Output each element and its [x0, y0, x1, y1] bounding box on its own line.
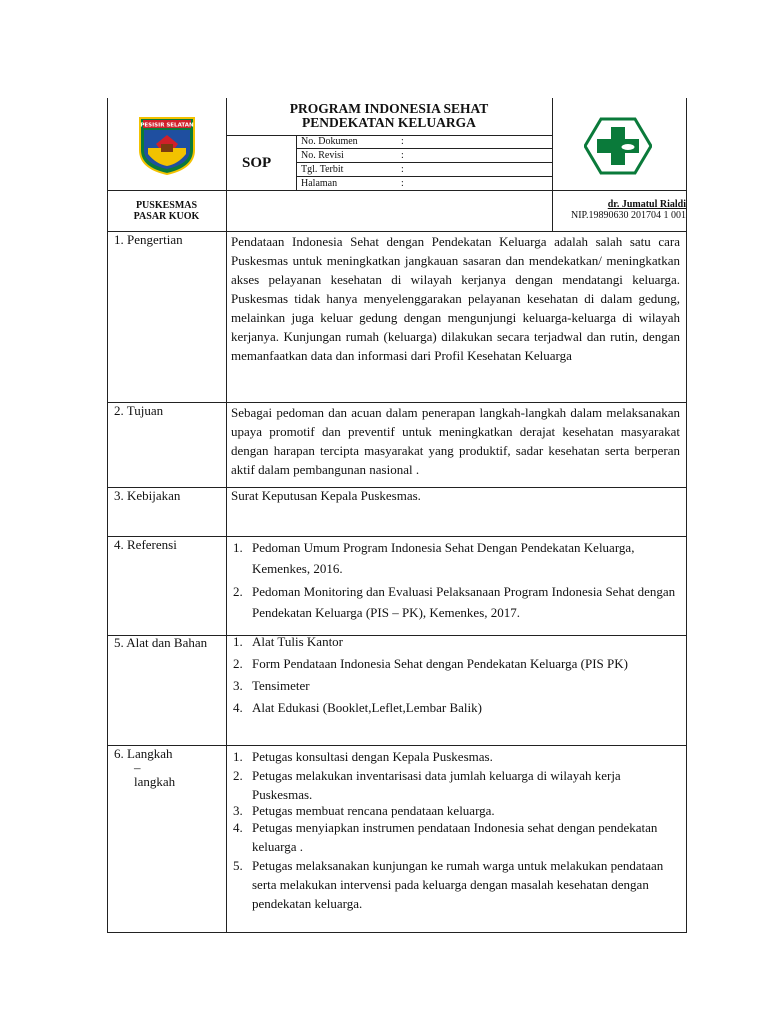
list-text: Form Pendataan Indonesia Sehat dengan Pendekatan Keluarga (PIS PK)	[252, 656, 628, 671]
list-item	[233, 679, 679, 692]
list-number: 2.	[233, 656, 243, 671]
section-label-pengertian: 1. Pengertian	[114, 232, 183, 247]
meta-label-halaman: Halaman	[301, 178, 338, 189]
list-item	[233, 537, 679, 579]
list-number: 4.	[233, 820, 243, 835]
list-text: Petugas menyiapkan instrumen pendataan Indonesia sehat dengan pendekatan keluarga .	[252, 820, 658, 854]
list-item	[233, 747, 679, 766]
list-text: Petugas membuat rencana pendataan keluarga.	[252, 803, 495, 818]
langkah-list	[233, 747, 679, 913]
meta-value-tgl-terbit: :	[401, 164, 404, 175]
list-text: Petugas melakukan inventarisasi data jumlah keluarga di wilayah kerja Puskesmas.	[252, 768, 621, 802]
meta-value-no-dokumen: :	[401, 136, 404, 147]
section-label-tujuan: 2. Tujuan	[114, 403, 164, 418]
list-item	[233, 635, 679, 648]
list-number: 4.	[233, 700, 243, 715]
list-item	[233, 818, 679, 856]
list-text: Tensimeter	[252, 678, 310, 693]
puskesmas-logo	[584, 117, 652, 175]
document-title	[226, 102, 552, 130]
title-line-1: PROGRAM INDONESIA SEHAT	[289, 101, 489, 116]
list-number: 1.	[233, 540, 243, 555]
puskesmas-line-2: PASAR KUOK	[133, 211, 200, 222]
list-item	[233, 766, 679, 804]
list-text: Petugas konsultasi dengan Kepala Puskesmas.	[252, 749, 493, 764]
puskesmas-line-1: PUSKESMAS	[135, 200, 198, 211]
section-text-kebijakan: Surat Keputusan Kepala Puskesmas.	[231, 488, 421, 503]
langkah-label-line-3: langkah	[134, 774, 176, 789]
puskesmas-name	[107, 200, 226, 222]
list-text: Alat Edukasi (Booklet,Leflet,Lembar Balik)	[252, 700, 482, 715]
list-item	[233, 804, 679, 818]
list-item	[233, 701, 679, 714]
list-item	[233, 657, 679, 670]
list-number: 3.	[233, 678, 243, 693]
meta-label-tgl-terbit: Tgl. Terbit	[301, 164, 344, 175]
list-item	[233, 581, 679, 623]
list-number: 5.	[233, 858, 243, 873]
list-number: 1.	[233, 634, 243, 649]
section-label-langkah	[114, 747, 175, 789]
section-text-tujuan: Sebagai pedoman dan acuan dalam penerapan langkah-langkah dalam melaksanakan upaya promotif dan preventif untuk meningkatkan derajat kesehatan masyarakat dengan harapan tercipta masyarakat yang produktif, sadar kesehatan serta berperan aktif dalam pembangunan nasional .	[231, 405, 680, 477]
meta-value-no-revisi: :	[401, 150, 404, 161]
langkah-label-line-2: –	[134, 760, 141, 775]
list-text: Alat Tulis Kantor	[252, 634, 344, 649]
district-logo	[134, 114, 200, 176]
logo-caption: PESISIR SELATAN	[140, 122, 194, 129]
sop-label: SOP	[242, 155, 272, 171]
list-number: 2.	[233, 584, 243, 599]
title-line-2: PENDEKATAN KELUARGA	[302, 115, 476, 130]
meta-label-no-dokumen: No. Dokumen	[301, 136, 358, 147]
section-label-kebijakan: 3. Kebijakan	[114, 488, 181, 503]
signatory-name: dr. Jumatul Rialdi	[607, 199, 686, 210]
list-text: Pedoman Monitoring dan Evaluasi Pelaksanaan Program Indonesia Sehat dengan Pendekatan Keluarga (PIS – PK), Kemenkes, 2017.	[252, 584, 676, 620]
section-label-referensi: 4. Referensi	[114, 537, 177, 552]
list-text: Petugas melaksanakan kunjungan ke rumah warga untuk melakukan pendataan serta melakukan intervensi pada keluarga dengan masalah kesehatan dengan pendekatan keluarga.	[252, 858, 664, 911]
list-number: 1.	[233, 749, 243, 764]
list-item	[233, 856, 679, 913]
list-text: Pedoman Umum Program Indonesia Sehat Dengan Pendekatan Keluarga, Kemenkes, 2016.	[252, 540, 635, 576]
referensi-list	[233, 537, 679, 623]
list-number: 3.	[233, 803, 243, 818]
langkah-label-line-1: 6. Langkah	[114, 746, 173, 761]
meta-label-no-revisi: No. Revisi	[301, 150, 344, 161]
signatory-nip: NIP.19890630 201704 1 001	[570, 210, 686, 221]
section-text-pengertian: Pendataan Indonesia Sehat dengan Pendekatan Keluarga adalah salah satu cara Puskesmas untuk meningkatkan jangkauan sasaran dan mendekatkan/ meningkatkan akses pelayanan kesehatan di wilayah kerjanya dengan mendatangi keluarga. Puskesmas tidak hanya menyelenggarakan pelayanan kesehatan di dalam gedung, melainkan juga keluar gedung dengan mengunjungi keluarga-keluarga di wilayah kerjanya. Kunjungan rumah (keluarga) dilakukan secara terjadwal dan rutin, dengan memanfaatkan data dan informasi dari Profil Kesehatan Keluarga	[231, 234, 680, 363]
meta-value-halaman: :	[401, 178, 404, 189]
section-label-alat-bahan: 5. Alat dan Bahan	[114, 635, 208, 650]
alat-list	[233, 635, 679, 714]
list-number: 2.	[233, 768, 243, 783]
